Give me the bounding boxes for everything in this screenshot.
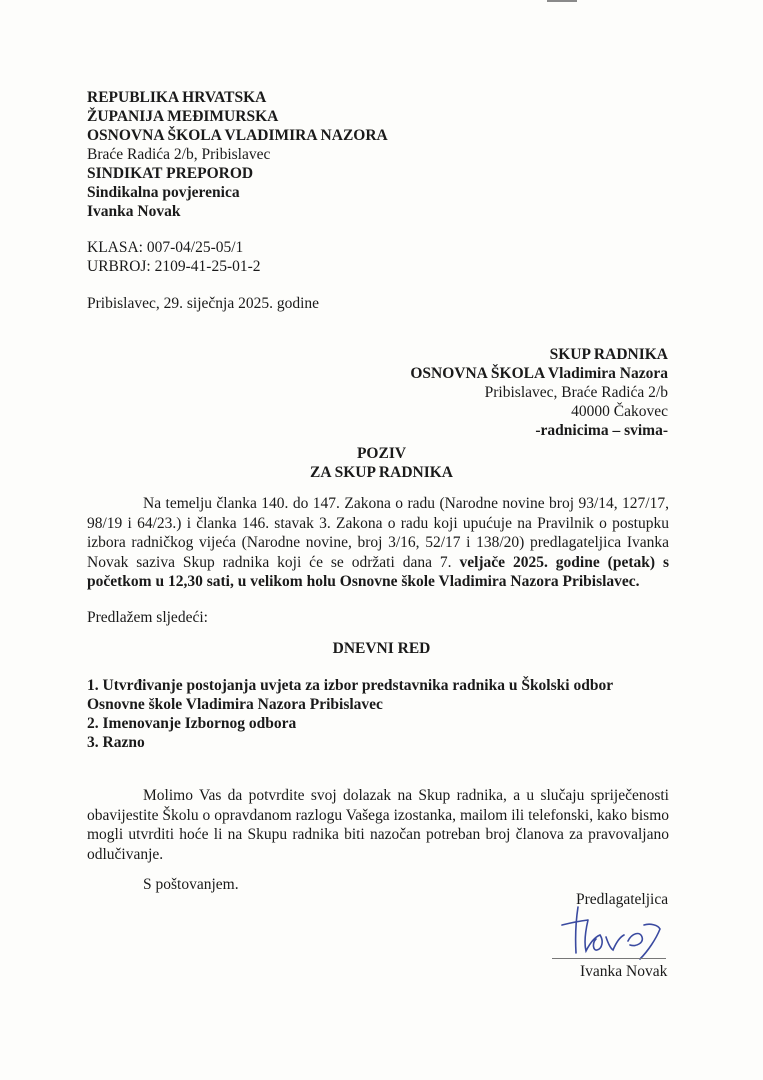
signature-line xyxy=(552,958,666,959)
signer-role: Predlagateljica xyxy=(576,891,669,908)
sender-county: ŽUPANIJA MEĐIMURSKA xyxy=(87,108,279,125)
title-line2: ZA SKUP RADNIKA xyxy=(310,464,453,481)
request-paragraph: Molimo Vas da potvrdite svoj dolazak na Skup radnika, a u slučaju spriječenosti obavijestite Školu o opravdanom razlogu Vašega izostanka, mailom ili telefonski, kako bismo mogli utvrditi hoće li na Skupu radnika biti nazočan potreban broj članova za pravovaljano odlučivanje. xyxy=(87,787,669,863)
intro-meeting-details: veljače 2025. godine (petak) s početkom u 12,30 sati, u velikom holu Osnovne škole Vladimira Nazora Pribislavec. xyxy=(87,553,669,590)
recipient-line1: SKUP RADNIKA xyxy=(549,346,668,363)
closing: S poštovanjem. xyxy=(143,876,239,893)
recipient-address: Pribislavec, Braće Radića 2/b xyxy=(484,384,668,401)
intro-paragraph xyxy=(87,494,669,592)
title-line1: POZIV xyxy=(356,445,407,462)
handwritten-signature xyxy=(540,895,670,965)
sender-name: Ivanka Novak xyxy=(87,203,181,220)
agenda-heading: DNEVNI RED xyxy=(332,640,431,657)
recipient-line2: OSNOVNA ŠKOLA Vladimira Nazora xyxy=(410,365,668,382)
sender-role: Sindikalna povjerenica xyxy=(87,184,240,201)
sender-school: OSNOVNA ŠKOLA VLADIMIRA NAZORA xyxy=(87,127,388,144)
sender-address: Braće Radića 2/b, Pribislavec xyxy=(87,146,271,163)
klasa: KLASA: 007-04/25-05/1 xyxy=(87,239,244,256)
urbroj: URBROJ: 2109-41-25-01-2 xyxy=(87,258,261,275)
signer-name: Ivanka Novak xyxy=(580,963,668,980)
recipient-audience: -radnicima – svima- xyxy=(535,422,668,439)
recipient-city: 40000 Čakovec xyxy=(571,403,668,420)
place-date: Pribislavec, 29. siječnja 2025. godine xyxy=(87,295,320,312)
sender-country: REPUBLIKA HRVATSKA xyxy=(87,89,267,106)
agenda-item-2: 2. Imenovanje Izbornog odbora xyxy=(87,715,297,732)
agenda-item-1: 1. Utvrđivanje postojanja uvjeta za izbor predstavnika radnika u Školski odbor xyxy=(87,677,614,694)
intro-text: Na temelju članka 140. do 147. Zakona o radu (Narodne novine broj 93/14, 127/17, 98/19 i 64/23.) i članka 146. stavak 3. Zakona o radu koji upućuje na Pravilnik o postupku izbora radničkog vijeća (Narodne novine, broj 3/16, 52/17 i 138/20) predlagateljica Ivanka Novak saziva Skup radnika koji će se održati dana 7. xyxy=(87,495,669,571)
agenda-item-1-cont: Osnovne škole Vladimira Nazora Pribislavec xyxy=(87,696,383,713)
signature-stroke xyxy=(562,907,660,959)
sender-union: SINDIKAT PREPOROD xyxy=(87,165,254,182)
agenda-item-3: 3. Razno xyxy=(87,734,145,751)
propose-line: Predlažem sljedeći: xyxy=(87,609,208,626)
scan-mark xyxy=(547,0,577,2)
